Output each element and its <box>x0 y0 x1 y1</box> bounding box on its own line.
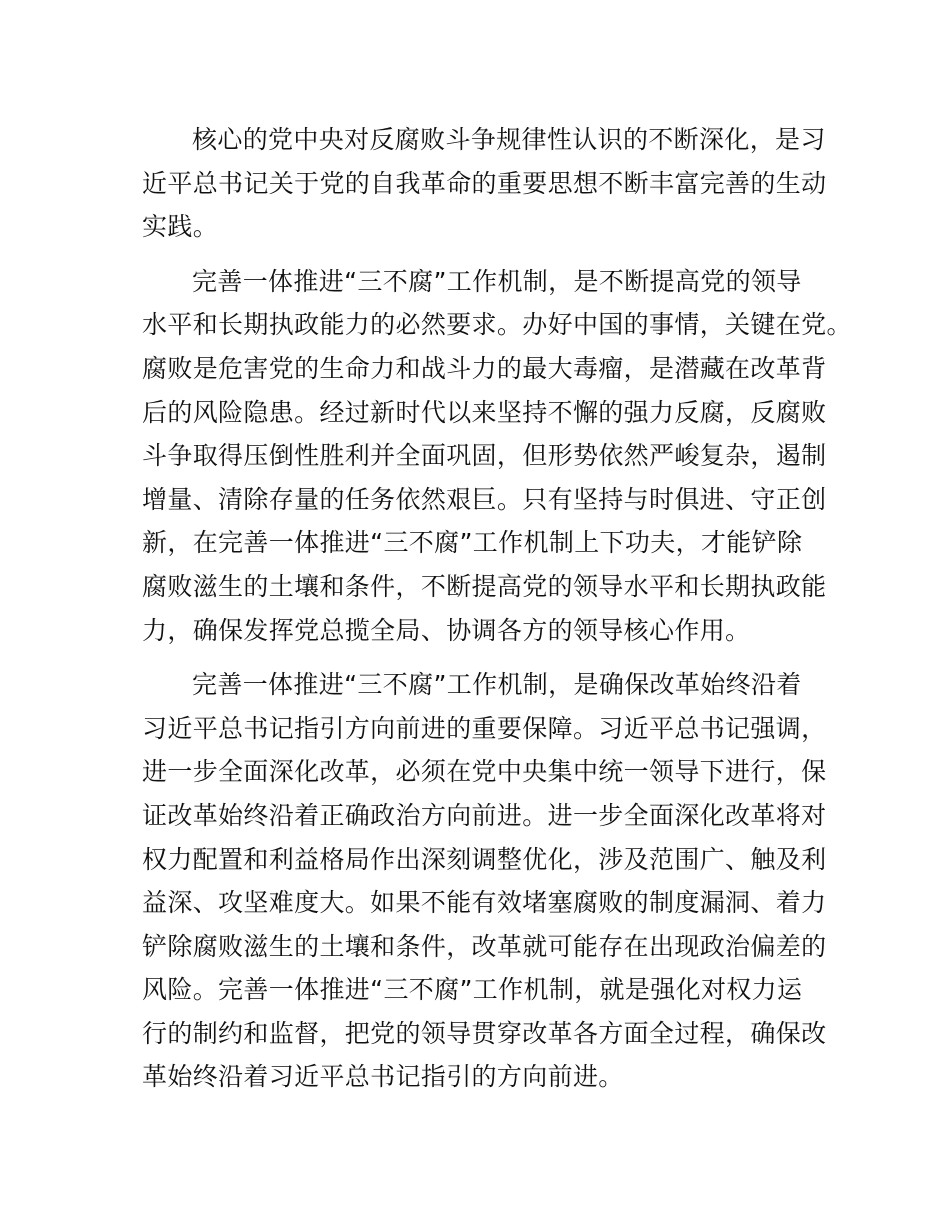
paragraph-line: 水平和长期执政能力的必然要求。办好中国的事情，关键在党。 <box>142 310 852 340</box>
paragraph-line: 铲除腐败滋生的土壤和条件，改革就可能存在出现政治偏差的 <box>142 931 827 961</box>
paragraph-line: 革始终沿着习近平总书记指引的方向前进。 <box>142 1062 624 1092</box>
paragraph-line: 益深、攻坚难度大。如果不能有效堵塞腐败的制度漏洞、着力 <box>142 888 827 918</box>
paragraph-line: 权力配置和利益格局作出深刻调整优化，涉及范围广、触及利 <box>142 844 827 874</box>
paragraph-line: 风险。完善一体推进“三不腐”工作机制，就是强化对权力运 <box>142 975 803 1005</box>
paragraph-line: 新，在完善一体推进“三不腐”工作机制上下功夫，才能铲除 <box>142 528 803 558</box>
paragraph-line: 腐败是危害党的生命力和战斗力的最大毒瘤，是潜藏在改革背 <box>142 353 827 383</box>
paragraph-line: 近平总书记关于党的自我革命的重要思想不断丰富完善的生动 <box>142 168 827 198</box>
paragraph-line: 完善一体推进“三不腐”工作机制，是不断提高党的领导 <box>192 266 802 296</box>
paragraph-line: 腐败滋生的土壤和条件，不断提高党的领导水平和长期执政能 <box>142 571 827 601</box>
paragraph-3 <box>142 663 827 1099</box>
paragraph-1 <box>142 118 827 249</box>
paragraph-line: 斗争取得压倒性胜利并全面巩固，但形势依然严峻复杂，遏制 <box>142 441 827 471</box>
paragraph-line: 力，确保发挥党总揽全局、协调各方的领导核心作用。 <box>142 615 751 645</box>
paragraph-line: 实践。 <box>142 212 219 242</box>
paragraph-line: 增量、清除存量的任务依然艰巨。只有坚持与时俱进、守正创 <box>142 484 827 514</box>
document-body <box>142 118 852 1110</box>
paragraph-line: 核心的党中央对反腐败斗争规律性认识的不断深化，是习 <box>192 125 826 154</box>
paragraph-2 <box>142 260 852 652</box>
paragraph-line: 完善一体推进“三不腐”工作机制，是确保改革始终沿着 <box>192 670 802 700</box>
paragraph-line: 证改革始终沿着正确政治方向前进。进一步全面深化改革将对 <box>142 800 827 830</box>
paragraph-line: 习近平总书记指引方向前进的重要保障。习近平总书记强调， <box>142 713 827 743</box>
paragraph-line: 进一步全面深化改革，必须在党中央集中统一领导下进行，保 <box>142 757 827 787</box>
paragraph-line: 行的制约和监督，把党的领导贯穿改革各方面全过程，确保改 <box>142 1018 827 1048</box>
paragraph-line: 后的风险隐患。经过新时代以来坚持不懈的强力反腐，反腐败 <box>142 397 827 427</box>
